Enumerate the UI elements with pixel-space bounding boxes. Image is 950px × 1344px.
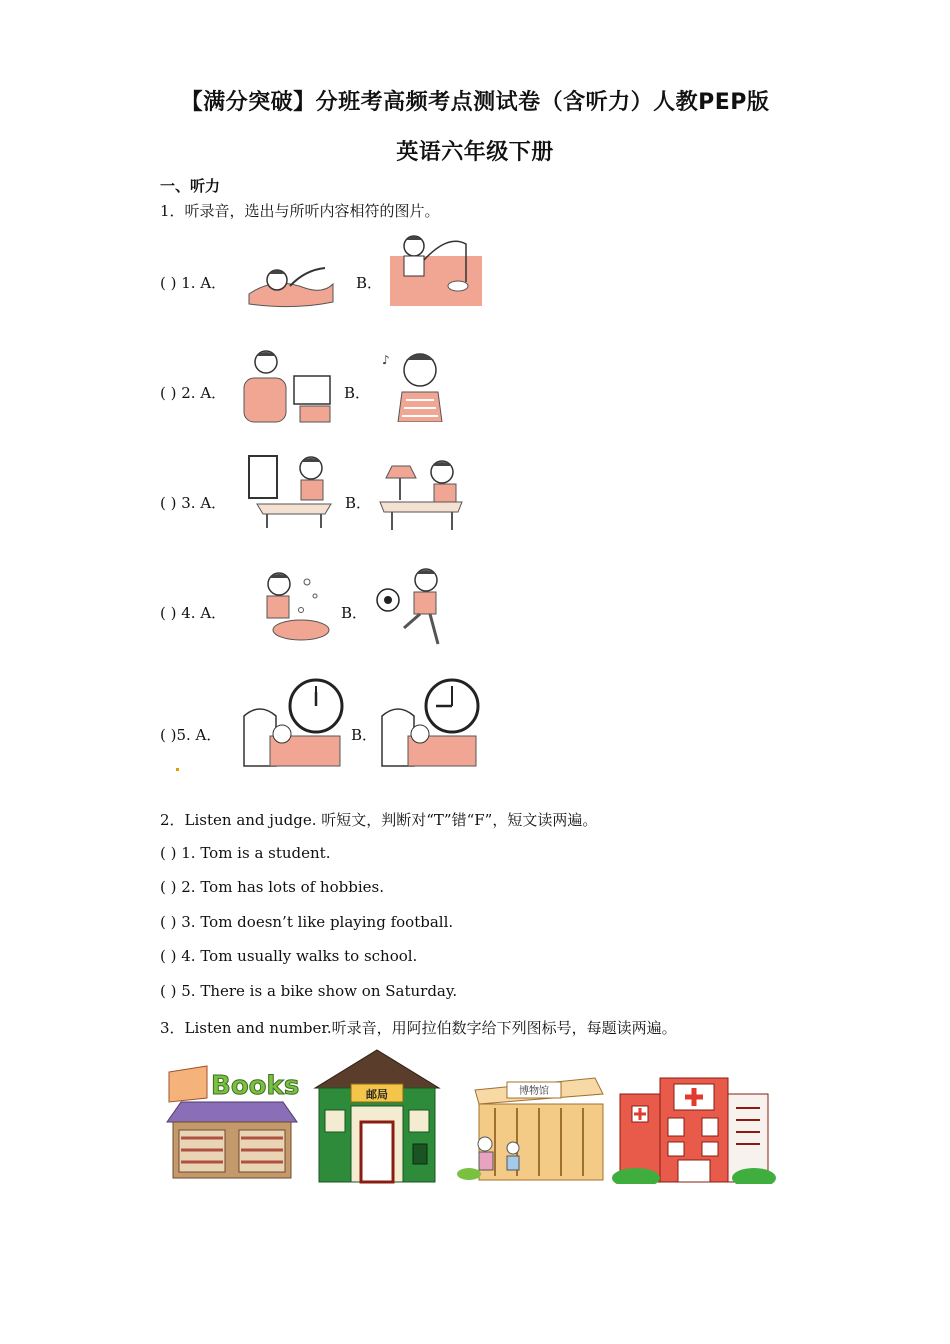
section-heading-listening: 一、听力 bbox=[160, 177, 221, 195]
post-office-picture[interactable] bbox=[311, 1046, 443, 1184]
reading-window-picture[interactable] bbox=[245, 452, 335, 530]
svg-text:♪: ♪ bbox=[382, 353, 390, 367]
question-2-label: ( ) 2. A． bbox=[160, 384, 227, 402]
question-5-label: ( )5. A． bbox=[160, 726, 222, 744]
judge-item-3: ( ) 3. Tom doesn’t like playing football. bbox=[160, 913, 454, 931]
question-3-label: ( ) 3. A． bbox=[160, 494, 227, 512]
bookstore-picture[interactable] bbox=[163, 1058, 301, 1180]
hospital-picture[interactable] bbox=[612, 1068, 776, 1184]
museum-picture[interactable] bbox=[455, 1064, 607, 1182]
swimming-picture[interactable] bbox=[245, 258, 337, 308]
question-1-label: ( ) 1. A． bbox=[160, 274, 227, 292]
museum-sign-text: 博物馆 bbox=[519, 1086, 549, 1097]
judge-item-2: ( ) 2. Tom has lots of hobbies. bbox=[160, 878, 384, 896]
books-sign-text: Books bbox=[211, 1071, 300, 1101]
question-1-b-label: B． bbox=[356, 274, 383, 292]
playing-football-picture[interactable] bbox=[374, 566, 448, 648]
washing-clothes-picture[interactable] bbox=[255, 570, 333, 648]
question-4-label: ( ) 4. A． bbox=[160, 604, 227, 622]
judge-item-5: ( ) 5. There is a bike show on Saturday. bbox=[160, 982, 458, 1000]
question-2-b-label: B． bbox=[344, 384, 371, 402]
judge-item-1: ( ) 1. Tom is a student. bbox=[160, 844, 331, 862]
stray-dot bbox=[176, 768, 179, 771]
fishing-picture[interactable] bbox=[388, 232, 484, 308]
part2-instruction: 2．Listen and judge. 听短文，判断对“T”错“F”，短文读两遍。 bbox=[160, 811, 598, 829]
homework-lamp-picture[interactable] bbox=[376, 458, 468, 532]
page-subtitle: 英语六年级下册 bbox=[396, 140, 554, 165]
page-title: 【满分突破】分班考高频考点测试卷（含听力）人教PEP版 bbox=[180, 90, 770, 115]
computer-picture[interactable] bbox=[240, 348, 334, 426]
sleeping-clock-twelve-picture[interactable] bbox=[240, 676, 344, 768]
post-sign-text: 邮局 bbox=[366, 1088, 388, 1101]
question-5-b-label: B． bbox=[351, 726, 378, 744]
singing-picture[interactable] bbox=[378, 348, 450, 422]
question-4-b-label: B． bbox=[341, 604, 368, 622]
judge-item-4: ( ) 4. Tom usually walks to school. bbox=[160, 947, 418, 965]
sleeping-clock-nine-picture[interactable] bbox=[378, 676, 480, 768]
part3-instruction: 3．Listen and number.听录音，用阿拉伯数字给下列图标号，每题读两遍。 bbox=[160, 1019, 677, 1037]
part1-instruction: 1．听录音，选出与所听内容相符的图片。 bbox=[160, 202, 440, 220]
question-3-b-label: B． bbox=[345, 494, 372, 512]
